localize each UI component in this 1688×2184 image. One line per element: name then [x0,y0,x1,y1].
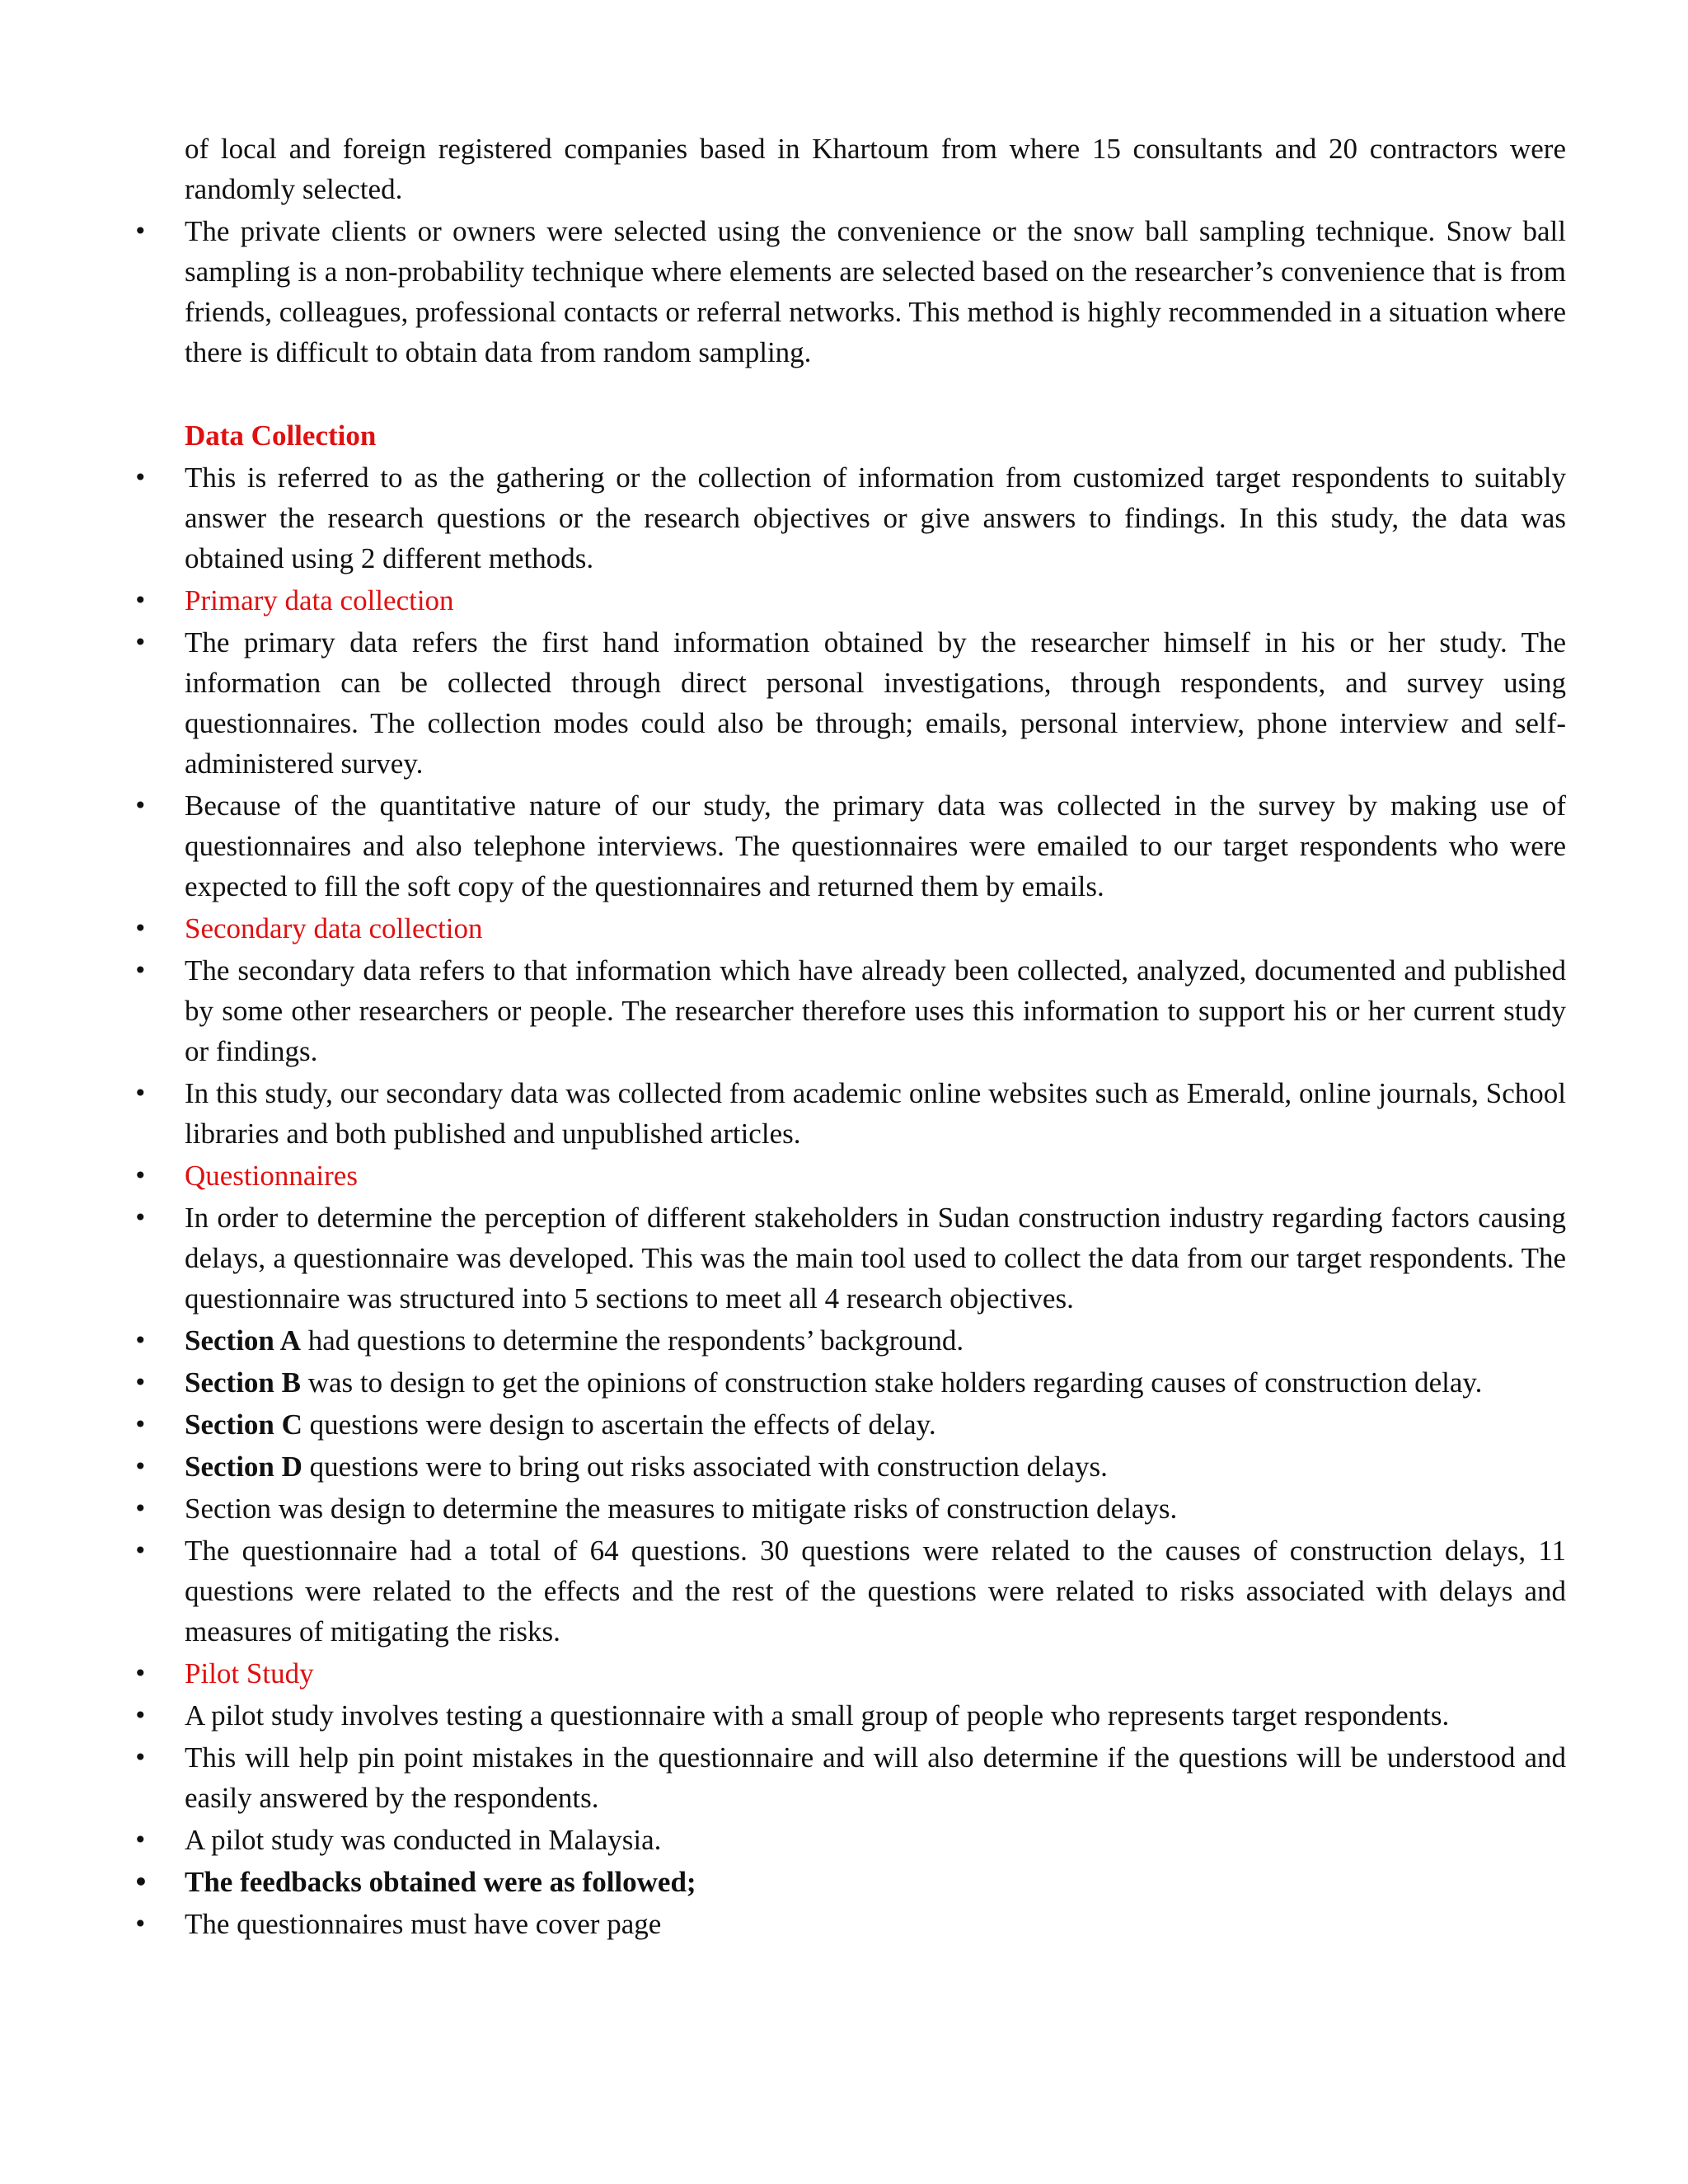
section-spacer [185,374,1566,415]
section-d-text: questions were to bring out risks associated with construction delays. [302,1451,1108,1483]
bullet-feedback-heading: • The feedbacks obtained were as followed; [185,1862,1566,1902]
bullet-questionnaire-purpose: • In order to determine the perception of different stakeholders in Sudan construction industry regarding factors causing delays, a questionnaire was developed. This was the main tool used to collect the data from our target respondents. The questionnaire was structured into 5 sections to meet all 4 research objectives. [185,1197,1566,1319]
section-b-label: Section B [185,1366,301,1399]
bullet-pilot-location: • A pilot study was conducted in Malaysia. [185,1820,1566,1860]
bullet-feedback-cover-page: • The questionnaires must have cover page [185,1904,1566,1944]
bullet-secondary-data-definition: • The secondary data refers to that information which have already been collected, analyzed, documented and published by some other researchers or people. The researcher therefore uses this information to support his or her current study or findings. [185,950,1566,1071]
bullet-questionnaire-total: • The questionnaire had a total of 64 questions. 30 questions were related to the causes of construction delays, 11 questions were related to the effects and the rest of the questions were related to risks associated with delays and measures of mitigating the risks. [185,1530,1566,1652]
bullet-data-collection-intro: • This is referred to as the gathering or the collection of information from customized target respondents to suitably answer the research questions or the research objectives or give answers to findings. In this study, the data was obtained using 2 different methods. [185,457,1566,579]
continued-paragraph: of local and foreign registered companies based in Khartoum from where 15 consultants and 20 contractors were randomly selected. [185,133,1566,205]
section-d-label: Section D [185,1451,302,1483]
bullet-primary-data-title: • Primary data collection [185,580,1566,621]
bullet-secondary-data-sources: • In this study, our secondary data was collected from academic online websites such as Emerald, online journals, School libraries and both published and unpublished articles. [185,1073,1566,1154]
section-c-label: Section C [185,1408,302,1441]
section-c-text: questions were design to ascertain the effects of delay. [302,1408,936,1441]
bullet-primary-data-definition: • The primary data refers the first hand information obtained by the researcher himself in his or her study. The information can be collected through direct personal investigations, through respondents, and survey using questionnaires. The collection modes could also be through; emails, personal interview, phone interview and self-administered survey. [185,622,1566,784]
bullet-snowball-sampling: • The private clients or owners were selected using the convenience or the snow ball sampling technique. Snow ball sampling is a non-probability technique where elements are selected based on the researcher’s convenience that is from friends, colleagues, professional contacts or referral networks. This method is highly recommended in a situation where there is difficult to obtain data from random sampling. [185,211,1566,373]
bullet-section-a [185,1320,1566,1361]
section-b-text: was to design to get the opinions of construction stake holders regarding causes of construction delay. [300,1366,1483,1399]
bullet-section-c [185,1404,1566,1445]
bullet-section-e: • Section was design to determine the measures to mitigate risks of construction delays. [185,1488,1566,1529]
section-a-label: Section A [185,1324,301,1357]
bullet-pilot-definition: • A pilot study involves testing a questionnaire with a small group of people who represents target respondents. [185,1695,1566,1736]
bullet-section-b [185,1362,1566,1403]
bullet-pilot-study-title: • Pilot Study [185,1653,1566,1694]
section-a-text: had questions to determine the respondents’ background. [300,1324,964,1357]
bullet-secondary-data-title: • Secondary data collection [185,908,1566,949]
bullet-primary-data-method: • Because of the quantitative nature of our study, the primary data was collected in the survey by making use of questionnaires and also telephone interviews. The questionnaires were emailed to our target respondents who were expected to fill the soft copy of the questionnaires and returned them by emails. [185,785,1566,907]
bullet-pilot-purpose: • This will help pin point mistakes in the questionnaire and will also determine if the questions will be understood and easily answered by the respondents. [185,1737,1566,1818]
bullet-questionnaires-title: • Questionnaires [185,1155,1566,1196]
heading-data-collection: Data Collection [185,419,377,452]
bullet-section-d [185,1446,1566,1487]
